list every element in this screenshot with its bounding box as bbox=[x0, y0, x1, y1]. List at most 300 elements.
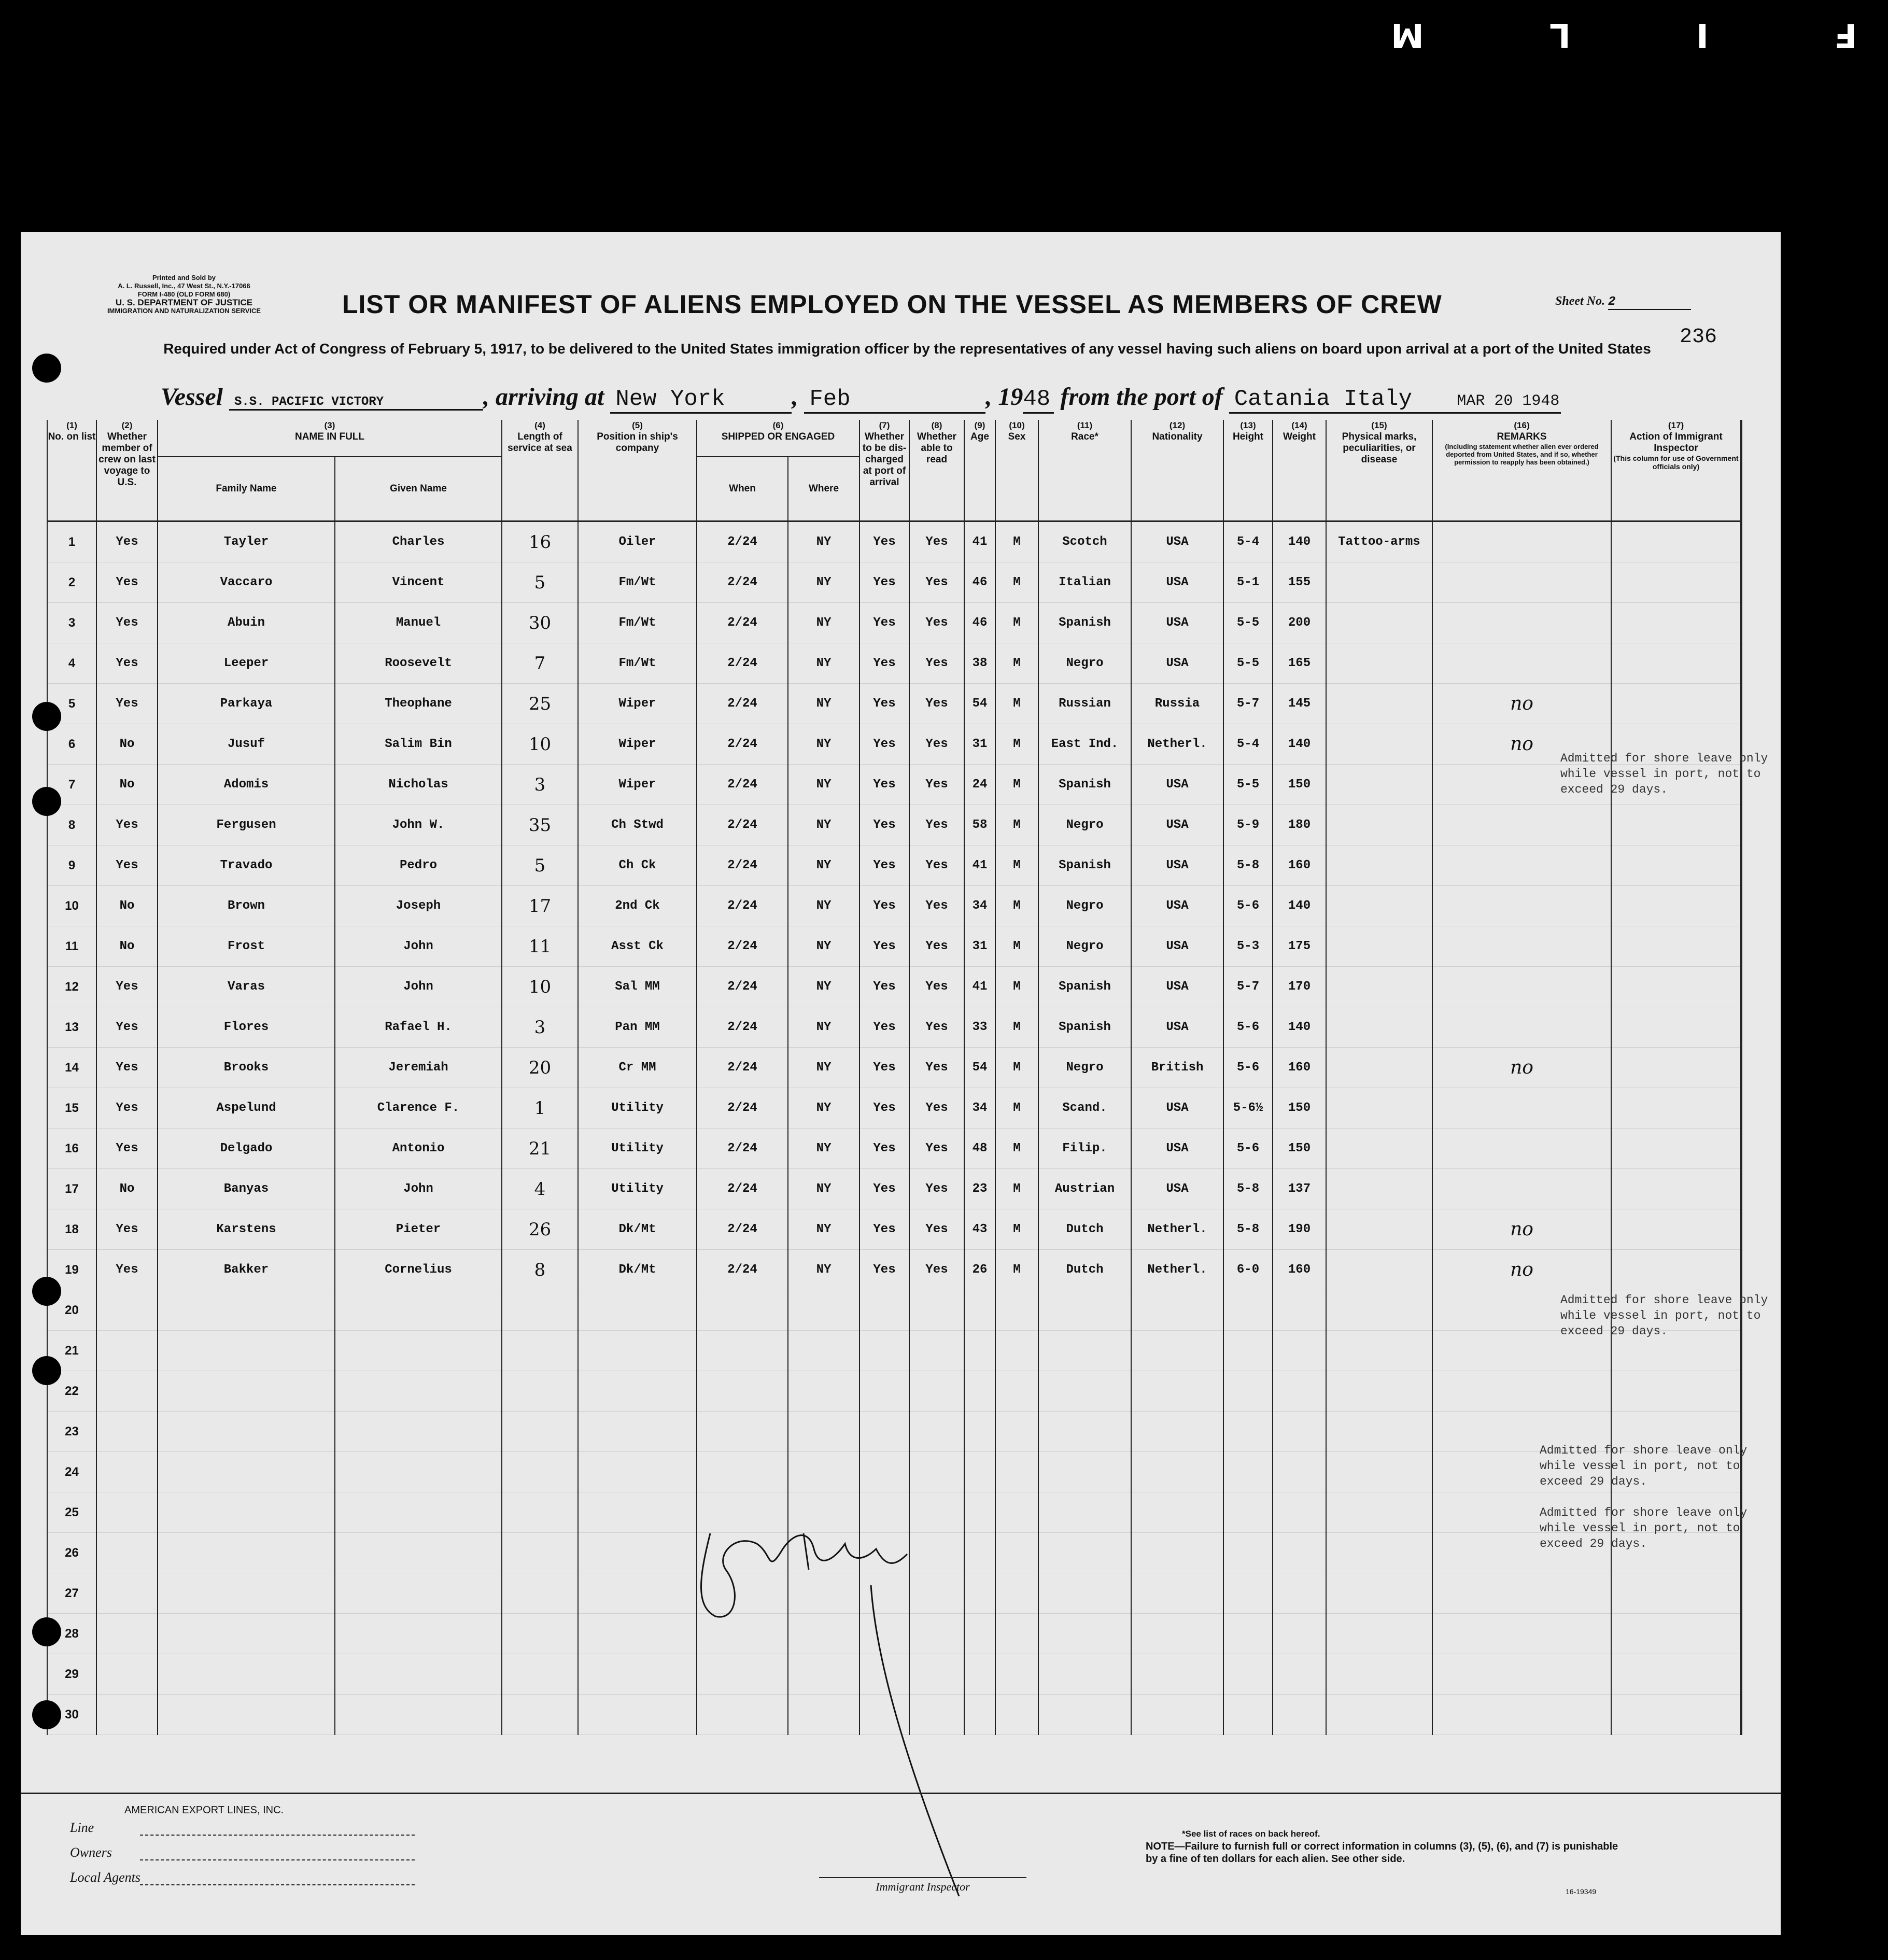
cell-family-name bbox=[158, 1290, 335, 1331]
cell-weight: 140 bbox=[1273, 521, 1326, 562]
cell-shipped-where: NY bbox=[788, 1048, 860, 1088]
cell-nationality bbox=[1131, 1573, 1223, 1614]
cell-remarks bbox=[1432, 603, 1611, 643]
cell-given-name: Vincent bbox=[335, 562, 502, 603]
remarks-subtext: (Including statement whether alien ever ordered deported from United States, and if so, whether permission to reapply has been obtained.) bbox=[1445, 443, 1599, 466]
cell-nationality bbox=[1131, 1533, 1223, 1573]
cell-height: 5-4 bbox=[1223, 521, 1273, 562]
cell-height bbox=[1223, 1614, 1273, 1654]
cell-margin bbox=[1741, 1169, 1742, 1209]
cell-list-no: 29 bbox=[47, 1654, 96, 1695]
cell-age bbox=[964, 1371, 995, 1412]
cell-race: Filip. bbox=[1038, 1129, 1131, 1169]
cell-family-name bbox=[158, 1452, 335, 1492]
punch-hole bbox=[32, 1356, 61, 1385]
cell-shipped-where: NY bbox=[788, 724, 860, 765]
cell-age: 41 bbox=[964, 967, 995, 1007]
cell-service-length: 1 bbox=[502, 1088, 578, 1129]
arrival-date: Feb bbox=[804, 386, 985, 414]
cell-age bbox=[964, 1331, 995, 1371]
table-row bbox=[47, 1412, 1742, 1452]
cell-crew-last-voyage: Yes bbox=[96, 1250, 158, 1290]
cell-weight bbox=[1273, 1371, 1326, 1412]
sheet-number bbox=[1555, 294, 1691, 310]
cell-service-length: 17 bbox=[502, 886, 578, 926]
cell-weight bbox=[1273, 1452, 1326, 1492]
fine-note: NOTE—Failure to furnish full or correct information in columns (3), (5), (6), and (7) is punishable by a fine of ten dollars for each alien. See other side. bbox=[1146, 1841, 1618, 1865]
cell-can-read: Yes bbox=[909, 1209, 964, 1250]
footer-note bbox=[1146, 1828, 1623, 1865]
cell-height: 5-4 bbox=[1223, 724, 1273, 765]
cell-can-read: Yes bbox=[909, 1169, 964, 1209]
table-row bbox=[47, 1209, 1742, 1250]
cell-can-read: Yes bbox=[909, 724, 964, 765]
cell-physical-marks bbox=[1326, 1412, 1432, 1452]
cell-weight: 145 bbox=[1273, 684, 1326, 724]
cell-age: 26 bbox=[964, 1250, 995, 1290]
cell-age: 43 bbox=[964, 1209, 995, 1250]
cell-position bbox=[578, 1331, 697, 1371]
line-company: AMERICAN EXPORT LINES, INC. bbox=[124, 1804, 284, 1816]
cell-shipped-where: NY bbox=[788, 926, 860, 967]
cell-can-read: Yes bbox=[909, 603, 964, 643]
vessel-label: Vessel bbox=[161, 383, 223, 411]
manifest-sheet bbox=[21, 232, 1781, 1935]
cell-position: Utility bbox=[578, 1129, 697, 1169]
cell-given-name: Pedro bbox=[335, 845, 502, 886]
punch-hole bbox=[32, 1700, 61, 1729]
cell-race: Spanish bbox=[1038, 967, 1131, 1007]
cell-given-name: John W. bbox=[335, 805, 502, 845]
cell-shipped-when: 2/24 bbox=[697, 1129, 788, 1169]
cell-position: Fm/Wt bbox=[578, 562, 697, 603]
cell-can-read bbox=[909, 1452, 964, 1492]
cell-discharged: Yes bbox=[860, 1169, 909, 1209]
cell-physical-marks bbox=[1326, 1371, 1432, 1412]
cell-remarks bbox=[1432, 1614, 1611, 1654]
cell-sex bbox=[995, 1654, 1038, 1695]
cell-nationality: USA bbox=[1131, 562, 1223, 603]
cell-list-no: 16 bbox=[47, 1129, 96, 1169]
cell-age: 23 bbox=[964, 1169, 995, 1209]
cell-inspector-action bbox=[1611, 1169, 1741, 1209]
cell-sex: M bbox=[995, 1250, 1038, 1290]
cell-crew-last-voyage: No bbox=[96, 765, 158, 805]
cell-discharged: Yes bbox=[860, 521, 909, 562]
cell-list-no: 14 bbox=[47, 1048, 96, 1088]
cell-family-name: Fergusen bbox=[158, 805, 335, 845]
cell-weight bbox=[1273, 1290, 1326, 1331]
from-label: from the port of bbox=[1060, 383, 1223, 411]
cell-list-no: 18 bbox=[47, 1209, 96, 1250]
cell-shipped-when: 2/24 bbox=[697, 1048, 788, 1088]
cell-service-length: 4 bbox=[502, 1169, 578, 1209]
cell-position: Sal MM bbox=[578, 967, 697, 1007]
cell-crew-last-voyage: Yes bbox=[96, 603, 158, 643]
cell-family-name: Jusuf bbox=[158, 724, 335, 765]
cell-nationality bbox=[1131, 1654, 1223, 1695]
cell-weight: 140 bbox=[1273, 724, 1326, 765]
cell-remarks bbox=[1432, 521, 1611, 562]
cell-age bbox=[964, 1452, 995, 1492]
cell-crew-last-voyage bbox=[96, 1412, 158, 1452]
cell-family-name bbox=[158, 1614, 335, 1654]
cell-remarks: no bbox=[1432, 1209, 1611, 1250]
cell-service-length: 5 bbox=[502, 562, 578, 603]
cell-margin bbox=[1741, 643, 1742, 684]
cell-race: Scand. bbox=[1038, 1088, 1131, 1129]
cell-age: 54 bbox=[964, 1048, 995, 1088]
cell-race: Dutch bbox=[1038, 1209, 1131, 1250]
cell-can-read bbox=[909, 1290, 964, 1331]
cell-shipped-where: NY bbox=[788, 1007, 860, 1048]
year-label: , 19 bbox=[985, 383, 1023, 411]
cell-discharged: Yes bbox=[860, 1088, 909, 1129]
cell-shipped-when bbox=[697, 1331, 788, 1371]
cell-race: Scotch bbox=[1038, 521, 1131, 562]
cell-can-read: Yes bbox=[909, 1129, 964, 1169]
cell-race bbox=[1038, 1452, 1131, 1492]
cell-crew-last-voyage bbox=[96, 1695, 158, 1735]
cell-remarks: no bbox=[1432, 1048, 1611, 1088]
cell-remarks bbox=[1432, 1371, 1611, 1412]
cell-service-length bbox=[502, 1573, 578, 1614]
cell-inspector-action bbox=[1611, 805, 1741, 845]
cell-remarks: no bbox=[1432, 724, 1611, 765]
cell-inspector-action bbox=[1611, 1088, 1741, 1129]
cell-shipped-where bbox=[788, 1331, 860, 1371]
cell-height bbox=[1223, 1371, 1273, 1412]
cell-shipped-where: NY bbox=[788, 562, 860, 603]
cell-position: Wiper bbox=[578, 724, 697, 765]
cell-height: 5-8 bbox=[1223, 845, 1273, 886]
cell-can-read: Yes bbox=[909, 926, 964, 967]
cell-nationality: USA bbox=[1131, 845, 1223, 886]
table-row bbox=[47, 521, 1742, 562]
cell-remarks bbox=[1432, 1654, 1611, 1695]
cell-nationality bbox=[1131, 1290, 1223, 1331]
cell-service-length bbox=[502, 1614, 578, 1654]
cell-shipped-where bbox=[788, 1452, 860, 1492]
cell-physical-marks bbox=[1326, 1290, 1432, 1331]
cell-margin bbox=[1741, 1654, 1742, 1695]
cell-sex bbox=[995, 1452, 1038, 1492]
cell-inspector-action bbox=[1611, 1209, 1741, 1250]
cell-discharged: Yes bbox=[860, 1250, 909, 1290]
line-label: Line bbox=[70, 1820, 94, 1835]
cell-position: Ch Ck bbox=[578, 845, 697, 886]
cell-inspector-action bbox=[1611, 1614, 1741, 1654]
inspector-label: Immigrant Inspector bbox=[819, 1877, 1026, 1894]
cell-family-name: Aspelund bbox=[158, 1088, 335, 1129]
cell-crew-last-voyage bbox=[96, 1492, 158, 1533]
cell-age: 54 bbox=[964, 684, 995, 724]
cell-shipped-when: 2/24 bbox=[697, 724, 788, 765]
cell-age bbox=[964, 1290, 995, 1331]
cell-weight bbox=[1273, 1492, 1326, 1533]
cell-physical-marks bbox=[1326, 1452, 1432, 1492]
col-header-read: (8) Whether able to read bbox=[909, 420, 964, 521]
cell-nationality bbox=[1131, 1614, 1223, 1654]
cell-list-no: 11 bbox=[47, 926, 96, 967]
cell-shipped-when: 2/24 bbox=[697, 926, 788, 967]
cell-margin bbox=[1741, 603, 1742, 643]
cell-can-read: Yes bbox=[909, 886, 964, 926]
cell-physical-marks bbox=[1326, 1088, 1432, 1129]
page-number: 236 bbox=[1680, 326, 1717, 349]
cell-height: 5-6 bbox=[1223, 1129, 1273, 1169]
table-row bbox=[47, 805, 1742, 845]
cell-nationality: USA bbox=[1131, 1169, 1223, 1209]
cell-weight: 175 bbox=[1273, 926, 1326, 967]
col-header-physical-marks: (15) Physical marks, peculiarities, or disease bbox=[1326, 420, 1432, 521]
punch-hole bbox=[32, 1277, 61, 1306]
cell-service-length bbox=[502, 1492, 578, 1533]
cell-nationality: Netherl. bbox=[1131, 1209, 1223, 1250]
agents-label: Local Agents bbox=[70, 1870, 141, 1885]
table-row bbox=[47, 765, 1742, 805]
imprint-line: A. L. Russell, Inc., 47 West St., N.Y.-17066 bbox=[118, 282, 250, 290]
cell-family-name: Banyas bbox=[158, 1169, 335, 1209]
cell-physical-marks bbox=[1326, 1048, 1432, 1088]
inspector-note: Admitted for shore leave only while vessel in port, not to exceed 29 days. bbox=[1560, 1293, 1768, 1338]
col-header-shipped: (6) SHIPPED OR ENGAGED bbox=[697, 420, 860, 457]
cell-shipped-when: 2/24 bbox=[697, 562, 788, 603]
cell-service-length: 3 bbox=[502, 1007, 578, 1048]
cell-nationality bbox=[1131, 1331, 1223, 1371]
cell-margin bbox=[1741, 1209, 1742, 1250]
imprint-line: FORM I-480 (OLD FORM 680) bbox=[137, 290, 231, 298]
cell-discharged: Yes bbox=[860, 805, 909, 845]
cell-sex bbox=[995, 1412, 1038, 1452]
cell-service-length: 20 bbox=[502, 1048, 578, 1088]
cell-list-no: 22 bbox=[47, 1371, 96, 1412]
agents-rule bbox=[140, 1884, 415, 1885]
cell-margin bbox=[1741, 1250, 1742, 1290]
cell-margin bbox=[1741, 521, 1742, 562]
cell-can-read: Yes bbox=[909, 1250, 964, 1290]
cell-physical-marks bbox=[1326, 765, 1432, 805]
cell-shipped-when: 2/24 bbox=[697, 1088, 788, 1129]
cell-shipped-when bbox=[697, 1412, 788, 1452]
cell-crew-last-voyage bbox=[96, 1654, 158, 1695]
cell-inspector-action bbox=[1611, 603, 1741, 643]
cell-inspector-action bbox=[1611, 684, 1741, 724]
cell-discharged: Yes bbox=[860, 684, 909, 724]
cell-list-no: 4 bbox=[47, 643, 96, 684]
cell-weight: 150 bbox=[1273, 1129, 1326, 1169]
cell-given-name: Rafael H. bbox=[335, 1007, 502, 1048]
cell-given-name: Jeremiah bbox=[335, 1048, 502, 1088]
cell-inspector-action bbox=[1611, 643, 1741, 684]
cell-given-name: Roosevelt bbox=[335, 643, 502, 684]
cell-shipped-where: NY bbox=[788, 643, 860, 684]
cell-discharged bbox=[860, 1371, 909, 1412]
cell-family-name: Vaccaro bbox=[158, 562, 335, 603]
cell-service-length: 3 bbox=[502, 765, 578, 805]
cell-race: Italian bbox=[1038, 562, 1131, 603]
cell-race: Spanish bbox=[1038, 845, 1131, 886]
cell-weight bbox=[1273, 1654, 1326, 1695]
table-row bbox=[47, 562, 1742, 603]
cell-list-no: 7 bbox=[47, 765, 96, 805]
cell-physical-marks bbox=[1326, 1695, 1432, 1735]
cell-nationality bbox=[1131, 1412, 1223, 1452]
cell-weight: 140 bbox=[1273, 886, 1326, 926]
cell-list-no: 9 bbox=[47, 845, 96, 886]
cell-crew-last-voyage: Yes bbox=[96, 643, 158, 684]
cell-list-no: 26 bbox=[47, 1533, 96, 1573]
cell-age: 31 bbox=[964, 724, 995, 765]
cell-sex: M bbox=[995, 765, 1038, 805]
cell-physical-marks bbox=[1326, 845, 1432, 886]
cell-can-read: Yes bbox=[909, 805, 964, 845]
cell-physical-marks: Tattoo-arms bbox=[1326, 521, 1432, 562]
cell-crew-last-voyage: Yes bbox=[96, 845, 158, 886]
cell-shipped-where bbox=[788, 1290, 860, 1331]
cell-position: Dk/Mt bbox=[578, 1250, 697, 1290]
cell-age: 33 bbox=[964, 1007, 995, 1048]
inspector-note: Admitted for shore leave only while vessel in port, not to exceed 29 days. bbox=[1560, 752, 1768, 796]
cell-crew-last-voyage bbox=[96, 1533, 158, 1573]
cell-physical-marks bbox=[1326, 1573, 1432, 1614]
cell-can-read: Yes bbox=[909, 1007, 964, 1048]
cell-margin bbox=[1741, 1573, 1742, 1614]
cell-sex: M bbox=[995, 724, 1038, 765]
cell-remarks bbox=[1432, 1129, 1611, 1169]
cell-family-name: Karstens bbox=[158, 1209, 335, 1250]
cell-margin bbox=[1741, 1007, 1742, 1048]
cell-crew-last-voyage: No bbox=[96, 1169, 158, 1209]
imprint-line: Printed and Sold by bbox=[152, 274, 216, 281]
table-row bbox=[47, 1371, 1742, 1412]
cell-physical-marks bbox=[1326, 1331, 1432, 1371]
col-header-given-name: Given Name bbox=[335, 457, 502, 521]
col-header-family-name: Family Name bbox=[158, 457, 335, 521]
imprint-line: U. S. DEPARTMENT OF JUSTICE bbox=[115, 298, 253, 307]
cell-nationality bbox=[1131, 1695, 1223, 1735]
cell-given-name bbox=[335, 1452, 502, 1492]
cell-service-length bbox=[502, 1695, 578, 1735]
cell-sex: M bbox=[995, 643, 1038, 684]
cell-height: 5-5 bbox=[1223, 765, 1273, 805]
cell-service-length: 21 bbox=[502, 1129, 578, 1169]
cell-discharged: Yes bbox=[860, 724, 909, 765]
cell-discharged bbox=[860, 1452, 909, 1492]
cell-service-length: 5 bbox=[502, 845, 578, 886]
cell-position: Fm/Wt bbox=[578, 603, 697, 643]
cell-list-no: 8 bbox=[47, 805, 96, 845]
cell-inspector-action bbox=[1611, 1250, 1741, 1290]
cell-service-length bbox=[502, 1452, 578, 1492]
cell-remarks bbox=[1432, 845, 1611, 886]
cell-nationality: USA bbox=[1131, 926, 1223, 967]
cell-can-read: Yes bbox=[909, 562, 964, 603]
table-row bbox=[47, 1250, 1742, 1290]
table-row bbox=[47, 1169, 1742, 1209]
cell-crew-last-voyage: Yes bbox=[96, 1129, 158, 1169]
cell-margin bbox=[1741, 1614, 1742, 1654]
table-row bbox=[47, 643, 1742, 684]
table-row bbox=[47, 603, 1742, 643]
cell-race bbox=[1038, 1614, 1131, 1654]
sheet-value: 2 bbox=[1608, 295, 1691, 310]
cell-race: Negro bbox=[1038, 926, 1131, 967]
cell-given-name: Charles bbox=[335, 521, 502, 562]
cell-given-name: Antonio bbox=[335, 1129, 502, 1169]
table-row bbox=[47, 1088, 1742, 1129]
cell-shipped-when: 2/24 bbox=[697, 1250, 788, 1290]
owners-rule bbox=[140, 1859, 415, 1860]
cell-shipped-when: 2/24 bbox=[697, 684, 788, 724]
cell-position: 2nd Ck bbox=[578, 886, 697, 926]
cell-crew-last-voyage: Yes bbox=[96, 1088, 158, 1129]
cell-list-no: 15 bbox=[47, 1088, 96, 1129]
cell-inspector-action bbox=[1611, 1007, 1741, 1048]
cell-nationality: USA bbox=[1131, 521, 1223, 562]
cell-weight bbox=[1273, 1614, 1326, 1654]
col-header-sex: (10) Sex bbox=[995, 420, 1038, 521]
cell-sex: M bbox=[995, 521, 1038, 562]
cell-physical-marks bbox=[1326, 967, 1432, 1007]
cell-crew-last-voyage bbox=[96, 1452, 158, 1492]
cell-weight: 150 bbox=[1273, 1088, 1326, 1129]
cell-age: 46 bbox=[964, 562, 995, 603]
cell-discharged bbox=[860, 1290, 909, 1331]
arrival-year: 48 bbox=[1023, 386, 1054, 414]
cell-service-length bbox=[502, 1412, 578, 1452]
cell-sex bbox=[995, 1695, 1038, 1735]
cell-remarks: no bbox=[1432, 684, 1611, 724]
cell-service-length: 25 bbox=[502, 684, 578, 724]
cell-inspector-action bbox=[1611, 1573, 1741, 1614]
cell-weight bbox=[1273, 1533, 1326, 1573]
cell-list-no: 5 bbox=[47, 684, 96, 724]
cell-service-length bbox=[502, 1654, 578, 1695]
table-row bbox=[47, 1129, 1742, 1169]
cell-height: 5-6½ bbox=[1223, 1088, 1273, 1129]
col-header-remarks: (16) REMARKS (Including statement whether alien ever ordered deported from United States, and if so, whether permission to reapply has been obtained.) bbox=[1432, 420, 1611, 521]
cell-margin bbox=[1741, 1695, 1742, 1735]
cell-height bbox=[1223, 1412, 1273, 1452]
cell-sex: M bbox=[995, 1048, 1038, 1088]
col-header-nationality: (12) Nationality bbox=[1131, 420, 1223, 521]
cell-given-name bbox=[335, 1614, 502, 1654]
cell-crew-last-voyage: Yes bbox=[96, 521, 158, 562]
cell-family-name: Travado bbox=[158, 845, 335, 886]
cell-position: Utility bbox=[578, 1088, 697, 1129]
cell-race bbox=[1038, 1371, 1131, 1412]
table-row bbox=[47, 684, 1742, 724]
cell-family-name bbox=[158, 1331, 335, 1371]
cell-weight: 180 bbox=[1273, 805, 1326, 845]
col-header-list-no: (1) No. on list bbox=[47, 420, 96, 521]
vessel-line: Vessel S.S. PACIFIC VICTORY , arriving at New York , Feb , 1948 from the port of Catania Italy MAR 20 1948 bbox=[161, 383, 1561, 414]
cell-weight bbox=[1273, 1573, 1326, 1614]
cell-height: 5-3 bbox=[1223, 926, 1273, 967]
col-header-margin bbox=[1741, 420, 1742, 521]
cell-race bbox=[1038, 1331, 1131, 1371]
cell-family-name: Tayler bbox=[158, 521, 335, 562]
cell-sex: M bbox=[995, 562, 1038, 603]
cell-service-length: 7 bbox=[502, 643, 578, 684]
cell-discharged bbox=[860, 1412, 909, 1452]
cell-sex: M bbox=[995, 967, 1038, 1007]
cell-given-name bbox=[335, 1290, 502, 1331]
cell-shipped-where: NY bbox=[788, 521, 860, 562]
cell-height: 5-7 bbox=[1223, 684, 1273, 724]
cell-nationality: USA bbox=[1131, 765, 1223, 805]
